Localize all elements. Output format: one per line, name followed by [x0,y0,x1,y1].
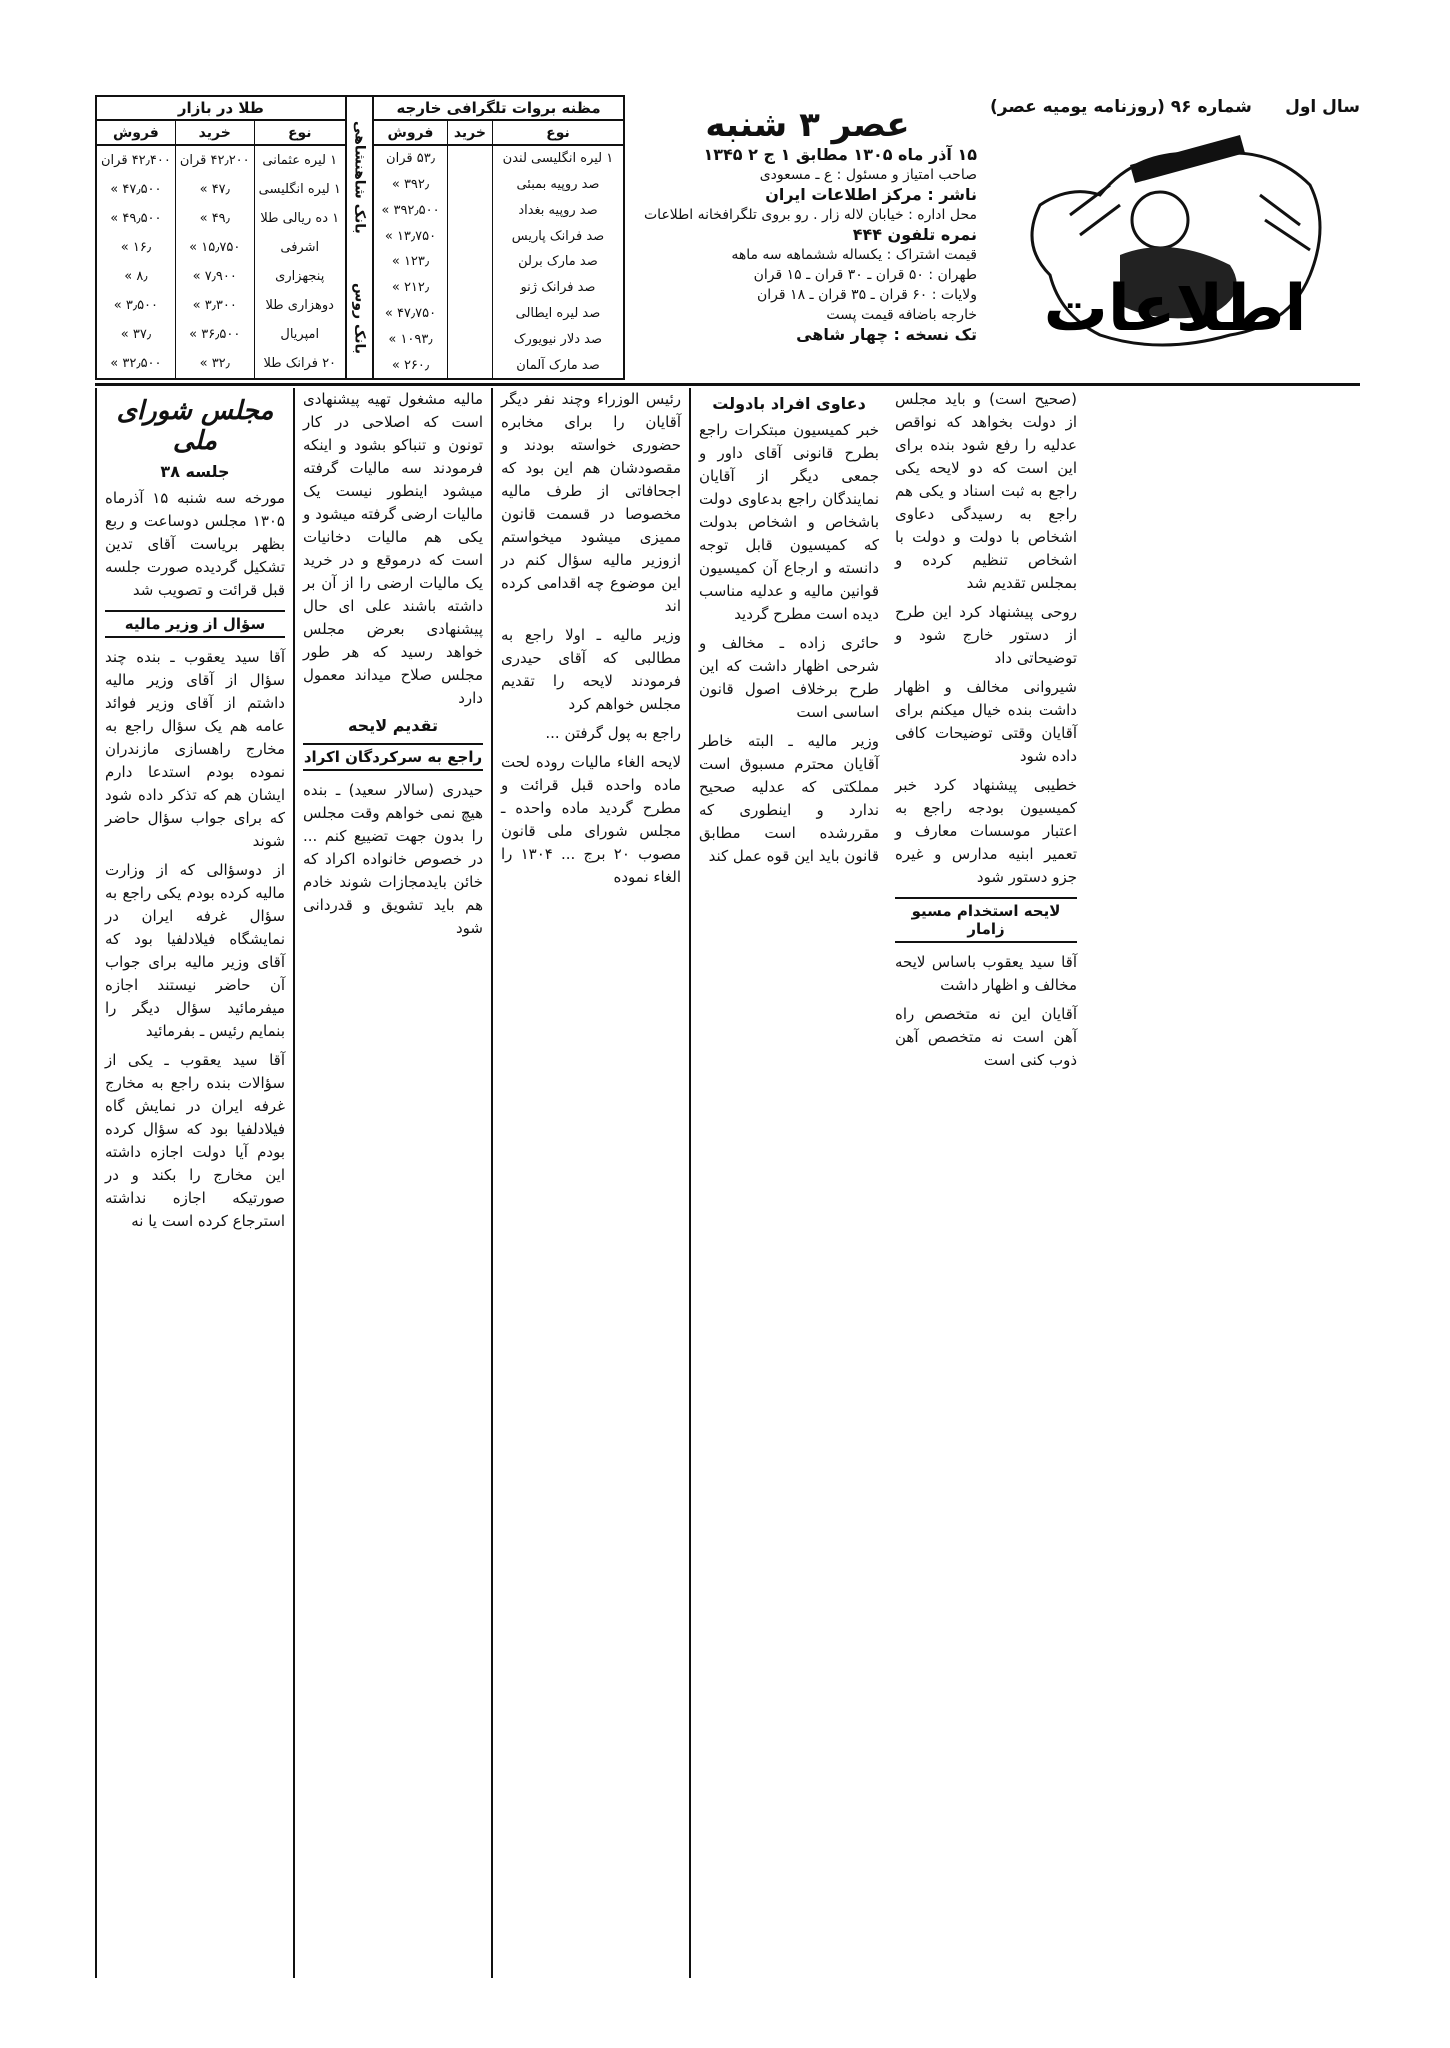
issue-label: شماره ۹۶ (روزنامه یومیه عصر) [990,97,1252,117]
date-line: ۱۵ آذر ماه ۱۳۰۵ مطابق ۱ ج ۲ ۱۳۴۵ [703,145,977,164]
table-row [96,145,346,175]
table-cell: صد فرانک ژنو [492,275,624,301]
table-cell [447,198,492,224]
col-header: فروش [373,120,447,145]
table-cell: ۳۹۲٫ » [373,172,447,198]
table-row [96,291,346,320]
column-4 [689,388,887,1978]
section-heading: مجلس شورای ملی [116,396,274,456]
paragraph: وزیر مالیه ـ البته خاطر آقایان محترم مسبوق است مملکتی که عدلیه صحیح ندارد و اینطوری که مقررشده است مطابق قانون باید این قوه عمل کند [699,732,879,865]
table-cell [447,275,492,301]
table-cell: ۳۹۲٫۵۰۰ » [373,198,447,224]
table-row [373,223,624,249]
table-cell: ۸٫ » [96,262,175,291]
table-cell: ۱۵٫۷۵۰ » [175,233,254,262]
logo-block [990,95,1360,380]
table-cell: ۴۹٫ » [175,204,254,233]
subheading: سؤال از وزیر مالیه [105,610,285,638]
telegraph-table-body [373,145,624,379]
table-cell: ۱۰۹۳٫ » [373,326,447,352]
table-cell: ۳۲٫ » [175,349,254,379]
table-row [96,175,346,204]
table-cell: ۲۶۰٫ » [373,352,447,379]
table-row [373,275,624,301]
table-cell: ۳۶٫۵۰۰ » [175,320,254,349]
edition-title: عصر ۳ شنبه [705,105,910,145]
table-row [373,326,624,352]
gold-table-body [96,145,346,379]
logo-text: اطلاعات [1043,272,1307,346]
paragraph: حیدری (سالار سعید) ـ بنده هیچ نمی خواهم وقت مجلس را بدون جهت تضییع کنم ... در خصوص خانواده اکراد که خائن بایدمجازات شوند خادم هم باید تشویق و قدردانی شود [303,781,483,937]
table-row [96,233,346,262]
table-cell: ۴۲٫۴۰۰ قران [96,145,175,175]
table-cell: ۴۷٫ » [175,175,254,204]
table-cell: ۱ لیره انگلیسی لندن [492,145,624,172]
col-header: خرید [447,120,492,145]
subheading: تقدیم لایحه [347,716,439,735]
table-cell: اشرفی [254,233,346,262]
table-cell: ۱ لیره عثمانی [254,145,346,175]
column-5 [887,388,1085,1978]
table-cell: ۲۱۲٫ » [373,275,447,301]
paragraph: رئیس الوزراء وچند نفر دیگر آقایان را برای مخابره حضوری خواسته بودند و مقصودشان هم این بود که اجحافاتی از طرف مالیه مخصوصا در قسمت قانون ممیزی میشود میخواستم ازوزیر مالیه سؤال کنم در این موضوع چه اقدامی کرده اند [501,390,681,615]
masthead-topline [990,97,1360,117]
table-cell: ۳٫۵۰۰ » [96,291,175,320]
info-line: ولایات : ۶۰ قران ـ ۳۵ قران ـ ۱۸ قران [757,287,977,303]
column-2 [293,388,491,1978]
table-cell: ۱۲۳٫ » [373,249,447,275]
table-cell [447,145,492,172]
table-cell: ۳٫۳۰۰ » [175,291,254,320]
table-cell [447,301,492,327]
col-header: فروش [96,120,175,145]
paragraph: روحی پیشنهاد کرد این طرح از دستور خارج شود و توضیحاتی داد [895,603,1077,667]
table-cell [447,352,492,379]
price-tables [95,95,625,380]
table-cell: ۴۷٫۵۰۰ » [96,175,175,204]
table-cell [447,326,492,352]
info-line: قیمت اشتراک : یکساله ششماهه سه ماهه [731,247,977,263]
table-row [96,204,346,233]
info-line: تک نسخه : چهار شاهی [796,325,977,344]
paragraph: مورخه سه شنبه ۱۵ آذرماه ۱۳۰۵ مجلس دوساعت و ربع بظهر بریاست آقای تدین تشکیل گردیده صورت جلسه قبل قرائت و تصویب شد [105,489,285,599]
table-row [373,352,624,379]
paragraph: حائری زاده ـ مخالف و شرحی اظهار داشت که این طرح برخلاف اصول قانون اساسی است [699,634,879,721]
info-line: خارجه باضافه قیمت پست [826,307,977,323]
table-row [373,198,624,224]
column-3 [491,388,689,1978]
table-row [373,172,624,198]
paragraph: شیروانی مخالف و اظهار داشت بنده خیال میکنم برای آقایان وقتی توضیحات کافی داده شود [895,678,1077,765]
table-row [96,320,346,349]
paragraph: مالیه مشغول تهیه پیشنهادی است که اصلاحی در کار تونون و تنباکو بشود و اینکه فرمودند سه مالیات گرفته میشود اینطور نیست یک مالیات ارضی گرفته میشود و یکی هم مالیات دخانیات است که درموقع و در خرید یک مالیات ارضی را از آن بر داشته باشند علی ای حال پیشنهادی بعرض مجلس خواهد رسید که هر طور مجلس صلاح میداند معمول دارد [303,390,483,707]
subheading: لایحه استخدام مسیو زامار [895,897,1077,943]
year-label: سال اول [1285,97,1360,117]
table-cell: ۳۷٫ » [96,320,175,349]
table-cell: ۳۲٫۵۰۰ » [96,349,175,379]
table-cell: ۲۰ فرانک طلا [254,349,346,379]
info-line: صاحب امتیاز و مسئول : ع ـ مسعودی [759,167,977,183]
telegraph-rates-table [372,95,625,380]
info-line: نمره تلفون ۴۴۴ [852,225,977,244]
table-row [96,262,346,291]
table-cell [447,223,492,249]
paragraph: (صحیح است) و باید مجلس از دولت بخواهد که نواقص عدلیه را رفع شود بنده برای این است که دو لایحه یکی راجع به ثبت اسناد و یکی هم راجع به رسیدگی دعاوی اشخاص با دولت و دولت با اشخاص تنظیم کرده و بمجلس تقدیم شد [895,390,1077,592]
bank-labels [347,95,372,380]
table-row [96,349,346,379]
table-cell: ۵۳٫ قران [373,145,447,172]
table-cell: ۱ لیره انگلیسی [254,175,346,204]
table-row [373,145,624,172]
table-cell: ۴۷٫۷۵۰ » [373,301,447,327]
paragraph: وزیر مالیه ـ اولا راجع به مطالبی که آقای حیدری فرمودند لایحه را تقدیم مجلس خواهم کرد [501,626,681,713]
gold-prices-table [95,95,347,380]
table-cell [447,249,492,275]
table-cell: صد دلار نیویورک [492,326,624,352]
gold-table-caption: طلا در بازار [95,95,347,119]
table-cell: صد لیره ایطالی [492,301,624,327]
paragraph: راجع به پول گرفتن ... [545,724,681,742]
col-header: خرید [175,120,254,145]
masthead-divider [95,383,1360,386]
trumpet-angel-logo-icon [1010,125,1340,370]
info-line: ناشر : مرکز اطلاعات ایران [765,185,977,204]
table-cell: ۴۹٫۵۰۰ » [96,204,175,233]
table-cell: ۷٫۹۰۰ » [175,262,254,291]
table-cell: ۱۶٫ » [96,233,175,262]
table-cell: ۴۲٫۲۰۰ قران [175,145,254,175]
bank-label: بانک شاهنشاهی [351,121,368,235]
telegraph-table-caption: مظنه بروات تلگرافی خارجه [372,95,625,119]
paragraph: لایحه الغاء مالیات روده لحت ماده واحده قبل قرائت و مطرح گردید ماده واحده ـ مجلس شورای ملی قانون مصوب ۲۰ برج ... ۱۳۰۴ را الغاء نموده [501,753,681,886]
paragraph: آقایان این نه متخصص راه آهن است نه متخصص آهن ذوب کنی است [895,1005,1077,1069]
paragraph: آقا سید یعقوب باساس لایحه مخالف و اظهار داشت [895,953,1077,994]
table-cell: صد مارک برلن [492,249,624,275]
bank-label: بانک روس [351,282,368,354]
subheading: دعاوی افراد بادولت [712,394,866,413]
masthead [95,95,1360,380]
table-cell: صد فرانک پاریس [492,223,624,249]
paragraph: خبر کمیسیون مبتکرات راجع بطرح قانونی آقای داور و جمعی دیگر از آقایان نمایندگان راجع بدعاوی دولت باشخاص و اشخاص بدولت که کمیسیون قابل توجه دانسته و ارجاع آن کمیسیون قوانین مالیه و عدلیه مناسب دیده است مطرح گردید [699,421,879,623]
table-cell: صد مارک آلمان [492,352,624,379]
table-cell: دوهزاری طلا [254,291,346,320]
table-cell: ۱ ده ریالی طلا [254,204,346,233]
subheading: راجع به سرکردگان اکراد [303,743,483,771]
paragraph: خطیبی پیشنهاد کرد خبر کمیسیون بودجه راجع به اعتبار موسسات معارف و تعمیر ابنیه مدارس و غیره جزو دستور شود [895,776,1077,886]
article-columns [95,388,1360,1978]
table-cell: صد روپیه بمبئی [492,172,624,198]
info-line: محل اداره : خیابان لاله زار . رو بروی تلگرافخانه اطلاعات [644,207,977,223]
session-label: جلسه ۳۸ [160,462,230,481]
info-line: طهران : ۵۰ قران ـ ۳۰ قران ـ ۱۵ قران [753,267,977,283]
table-row [373,249,624,275]
table-cell: پنجهزاری [254,262,346,291]
table-cell: صد روپیه بغداد [492,198,624,224]
table-cell [447,172,492,198]
col-header: نوع [254,120,346,145]
table-cell: امپریال [254,320,346,349]
col-header: نوع [492,120,624,145]
paragraph: آقا سید یعقوب ـ یکی از سؤالات بنده راجع به مخارج غرفه ایران در نمایش گاه فیلادلفیا بود که سؤال کرده بودم آیا دولت اجازه داشته این مخارج را بکند و در صورتیکه اجازه نداشته استرجاع کرده است یا نه [105,1051,285,1230]
paragraph: آقا سید یعقوب ـ بنده چند سؤال از آقای وزیر مالیه داشتم از آقای وزیر فوائد عامه هم یک سؤال راجع به مخارج راهسازی مازندران نموده بودم استدعا دارم ایشان هم که تذکر داده شود که برای جواب سؤال حاضر شوند [105,648,285,850]
issue-info [630,95,985,380]
paragraph: از دوسؤالی که از وزارت مالیه کرده بودم یکی راجع به سؤال غرفه ایران در نمایشگاه فیلادلفیا بود که آقای وزیر مالیه برای جواب آن حاضر نیستند اجازه میفرمائید سؤال دیگر را بنمایم رئیس ـ بفرمائید [105,861,285,1040]
table-row [373,301,624,327]
column-1 [95,388,293,1978]
table-cell: ۱۳٫۷۵۰ » [373,223,447,249]
